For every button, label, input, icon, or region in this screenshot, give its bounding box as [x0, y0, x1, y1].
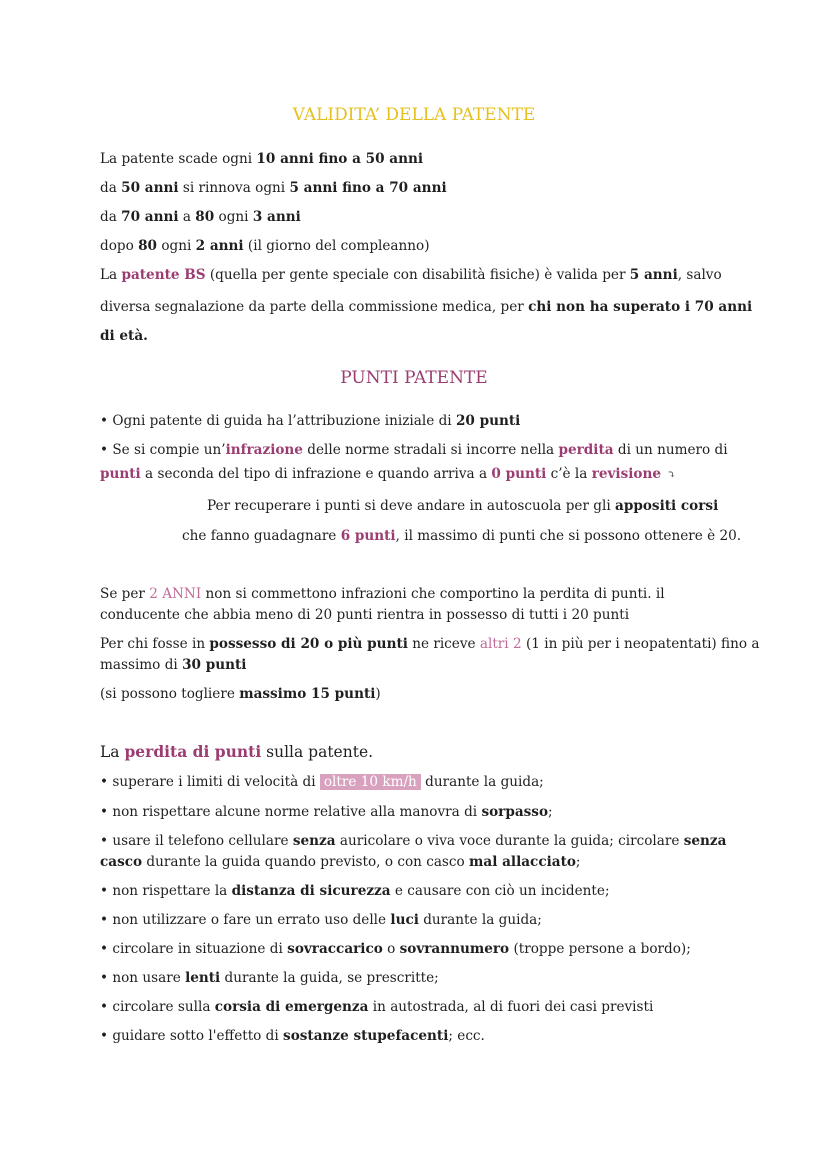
punti-title: PUNTI PATENTE	[340, 368, 488, 388]
perdita-item-9: • guidare sotto l'effetto di sostanze stupefacenti; ecc.	[100, 1028, 485, 1044]
possesso-line-2: massimo di 30 punti	[100, 657, 247, 673]
validita-line-3: da 70 anni a 80 ogni 3 anni	[100, 209, 301, 225]
perdita-item-4: • non rispettare la distanza di sicurezza e causare con ciò un incidente;	[100, 883, 610, 899]
perdita-item-3: • usare il telefono cellulare senza auricolare o viva voce durante la guida; circolare senza	[100, 833, 727, 849]
perdita-item-5: • non utilizzare o fare un errato uso delle luci durante la guida;	[100, 912, 542, 928]
perdita-item-7: • non usare lenti durante la guida, se prescritte;	[100, 970, 439, 986]
arrow-down-icon: ⤵	[667, 468, 677, 481]
perdita-item-8: • circolare sulla corsia di emergenza in autostrada, al di fuori dei casi previsti	[100, 999, 654, 1015]
possesso-line-1: Per chi fosse in possesso di 20 o più punti ne riceve altri 2 (1 in più per i neopatentati) fino a	[100, 636, 760, 652]
recupero-line-1: Per recuperare i punti si deve andare in autoscuola per gli appositi corsi	[207, 498, 719, 514]
validita-line-2: da 50 anni si rinnova ogni 5 anni fino a 70 anni	[100, 180, 447, 196]
validita-line-5: La patente BS (quella per gente speciale con disabilità fisiche) è valida per 5 anni, salvo	[100, 267, 722, 283]
perdita-item-1: • superare i limiti di velocità di oltre 10 km/h durante la guida;	[100, 774, 544, 790]
validita-line-1: La patente scade ogni 10 anni fino a 50 anni	[100, 151, 424, 167]
perdita-item-6: • circolare in situazione di sovraccarico o sovrannumero (troppe persone a bordo);	[100, 941, 691, 957]
punti-bullet-2: • Se si compie un’infrazione delle norme stradali si incorre nella perdita di un numero di	[100, 442, 728, 458]
perdita-heading: La perdita di punti sulla patente.	[100, 742, 374, 761]
validita-line-4: dopo 80 ogni 2 anni (il giorno del compleanno)	[100, 238, 430, 254]
highlight: oltre 10 km/h	[320, 774, 421, 790]
punti-bullet-2-cont: punti a seconda del tipo di infrazione e quando arriva a 0 punti c’è la revisione ⤵	[100, 464, 676, 485]
perdita-item-3-cont: casco durante la guida quando previsto, o con casco mal allacciato;	[100, 854, 581, 870]
recupero-line-2: che fanno guadagnare 6 punti, il massimo di punti che si possono ottenere è 20.	[182, 528, 742, 544]
anni-line-1: Se per 2 ANNI non si commettono infrazioni che comportino la perdita di punti. il	[100, 586, 665, 602]
anni-line-2: conducente che abbia meno di 20 punti rientra in possesso di tutti i 20 punti	[100, 607, 630, 623]
punti-bullet-1: • Ogni patente di guida ha l’attribuzione iniziale di 20 punti	[100, 413, 521, 429]
massimo-line: (si possono togliere massimo 15 punti)	[100, 686, 381, 702]
perdita-item-2: • non rispettare alcune norme relative alla manovra di sorpasso;	[100, 804, 553, 820]
validita-line-7: di età.	[100, 328, 148, 344]
validita-line-6: diversa segnalazione da parte della commissione medica, per chi non ha superato i 70 anni	[100, 299, 753, 315]
validita-title: VALIDITA’ DELLA PATENTE	[292, 105, 536, 125]
